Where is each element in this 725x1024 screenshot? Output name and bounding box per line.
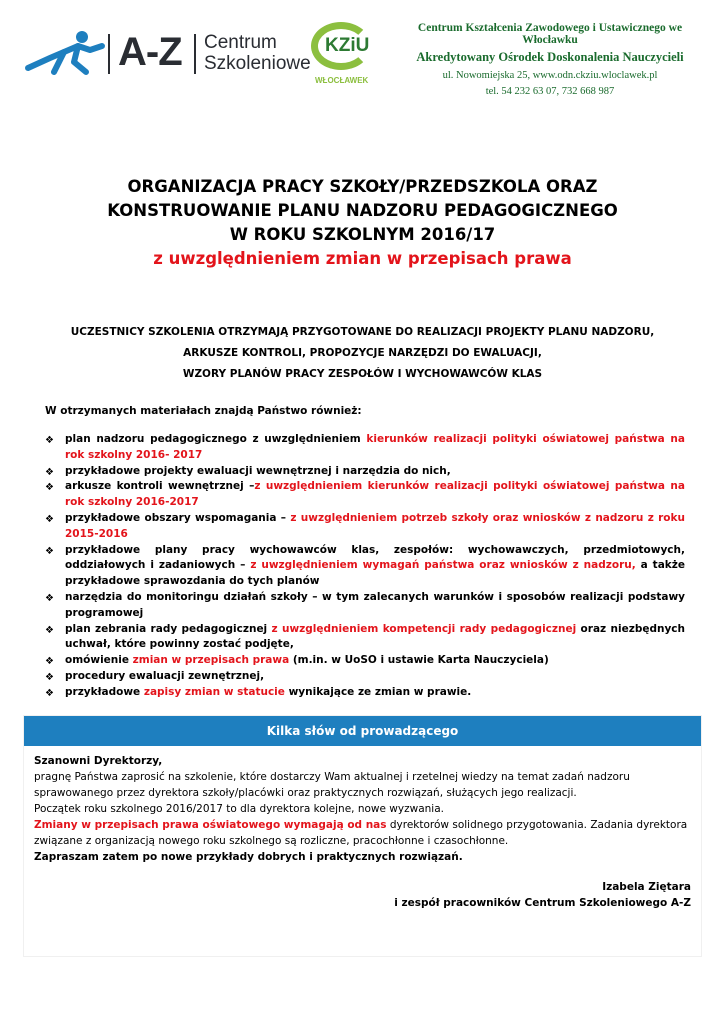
lead-line3: WZORY PLANÓW PRACY ZESPOŁÓW I WYCHOWAWCÓW KLAS	[182, 368, 543, 380]
logo-line2: Szkoleniowe	[204, 53, 311, 74]
diamond-bullet-icon: ❖	[45, 435, 54, 446]
institution-name: Centrum Kształcenia Zawodowego i Ustawicznego we Włocławku	[417, 22, 683, 46]
address: ul. Nowomiejska 25, www.odn.ckziu.wloclawek.pl	[442, 70, 658, 81]
logo-separator	[108, 34, 110, 74]
phone: tel. 54 232 63 07, 732 668 987	[485, 86, 615, 97]
box-heading: Kilka słów od prowadzącego	[24, 716, 701, 746]
diamond-bullet-icon: ❖	[45, 671, 54, 683]
logo-line1: Centrum	[204, 32, 277, 53]
runner-icon	[20, 28, 106, 76]
title-line3: W ROKU SZKOLNYM 2016/17	[229, 225, 496, 244]
ckziu-logo	[305, 20, 393, 88]
trainer-note-box	[24, 716, 701, 956]
list-item: ❖ przykładowe plany pracy wychowawców klas, zespołów: wychowawczych, przedmiotowych, oddziałowych i zadaniowych – z uwzględnieniem wymagań państwa oraz wniosków z nadzoru, a także przykładowe sprawozdania do tych planów	[45, 543, 685, 588]
accreditation: Akredytowany Ośrodek Doskonalenia Nauczycieli	[416, 50, 684, 64]
diamond-bullet-icon: ❖	[45, 592, 54, 604]
list-item: ❖ narzędzia do monitoringu działań szkoły – w tym zalecanych warunków i sposobów realizacji podstawy programowej	[45, 590, 685, 619]
title-subtitle: z uwzględnieniem zmian w przepisach prawa	[153, 249, 572, 268]
signature	[34, 879, 691, 911]
list-item: ❖ przykładowe zapisy zmian w statucie wynikające ze zmian w prawie.	[45, 685, 685, 701]
title-line2: KONSTRUOWANIE PLANU NADZORU PEDAGOGICZNEGO	[107, 201, 618, 220]
diamond-bullet-icon: ❖	[45, 656, 54, 668]
paragraph: pragnę Państwa zaprosić na szkolenie, które dostarczy Wam aktualnej i rzetelnej wiedzy na temat zadań nadzoru sprawowanego przez dyrektora szkoły/placówki oraz praktycznych rozwiązań, służących jego realizacji.	[34, 771, 630, 799]
ckziu-city: WŁOCŁAWEK	[315, 76, 369, 85]
signature-name: Izabela Ziętara	[602, 881, 691, 893]
list-item: ❖ omówienie zmian w przepisach prawa (m.in. w UoSO i ustawie Karta Nauczyciela)	[45, 653, 685, 669]
list-item: ❖ procedury ewaluacji zewnętrznej,	[45, 669, 685, 685]
box-body	[24, 746, 701, 911]
paragraph: Początek roku szkolnego 2016/2017 to dla dyrektora kolejne, nowe wyzwania.	[34, 803, 444, 815]
logo-separator	[194, 34, 196, 74]
diamond-bullet-icon: ❖	[45, 482, 54, 494]
logo-brand: A-Z	[118, 30, 182, 74]
signature-team: i zespół pracowników Centrum Szkoleniowego A-Z	[394, 897, 691, 909]
closing: Zapraszam zatem po nowe przykłady dobrych i praktycznych rozwiązań.	[34, 851, 463, 863]
intro-text: W otrzymanych materiałach znajdą Państwo również:	[45, 405, 362, 417]
az-logo	[20, 28, 311, 88]
diamond-bullet-icon: ❖	[45, 513, 54, 525]
list-item: ❖ przykładowe obszary wspomagania – z uwzględnieniem potrzeb szkoły oraz wniosków z nadzoru z roku 2015-2016	[45, 511, 685, 540]
list-item: ❖ plan nadzoru pedagogicznego z uwzględnieniem kierunków realizacji polityki oświatowej państwa na rok szkolny 2016- 2017	[45, 433, 685, 461]
title-line1: ORGANIZACJA PRACY SZKOŁY/PRZEDSZKOLA ORAZ	[127, 177, 598, 196]
list-item: ❖ plan zebrania rady pedagogicznej z uwzględnieniem kompetencji rady pedagogicznej oraz niezbędnych uchwał, które powinny zostać podjęte,	[45, 622, 685, 651]
ckziu-wordmark: KZiU	[325, 35, 370, 56]
page-title	[20, 175, 705, 271]
diamond-bullet-icon: ❖	[45, 687, 54, 699]
institution-info	[395, 22, 705, 97]
list-item: ❖ arkusze kontroli wewnętrznej –z uwzględnieniem kierunków realizacji polityki oświatowej państwa na rok szkolny 2016-2017	[45, 480, 685, 509]
paragraph: Zmiany w przepisach prawa oświatowego wymagają od nas dyrektorów solidnego przygotowania. Zadania dyrektora związane z organizacją nowego roku szkolnego są rozliczne, pracochłonne i czasochłonne.	[34, 819, 688, 847]
lead-line1: UCZESTNICY SZKOLENIA OTRZYMAJĄ PRZYGOTOWANE DO REALIZACJI PROJEKTY PLANU NADZORU,	[70, 326, 655, 338]
lead-text	[40, 322, 685, 385]
diamond-bullet-icon: ❖	[45, 624, 54, 636]
materials-list	[45, 432, 685, 701]
greeting: Szanowni Dyrektorzy,	[34, 755, 163, 767]
diamond-bullet-icon: ❖	[45, 466, 54, 478]
diamond-bullet-icon: ❖	[45, 545, 54, 557]
list-item: ❖ przykładowe projekty ewaluacji wewnętrznej i narzędzia do nich,	[45, 464, 685, 480]
lead-line2: ARKUSZE KONTROLI, PROPOZYCJE NARZĘDZI DO EWALUACJI,	[183, 347, 542, 359]
